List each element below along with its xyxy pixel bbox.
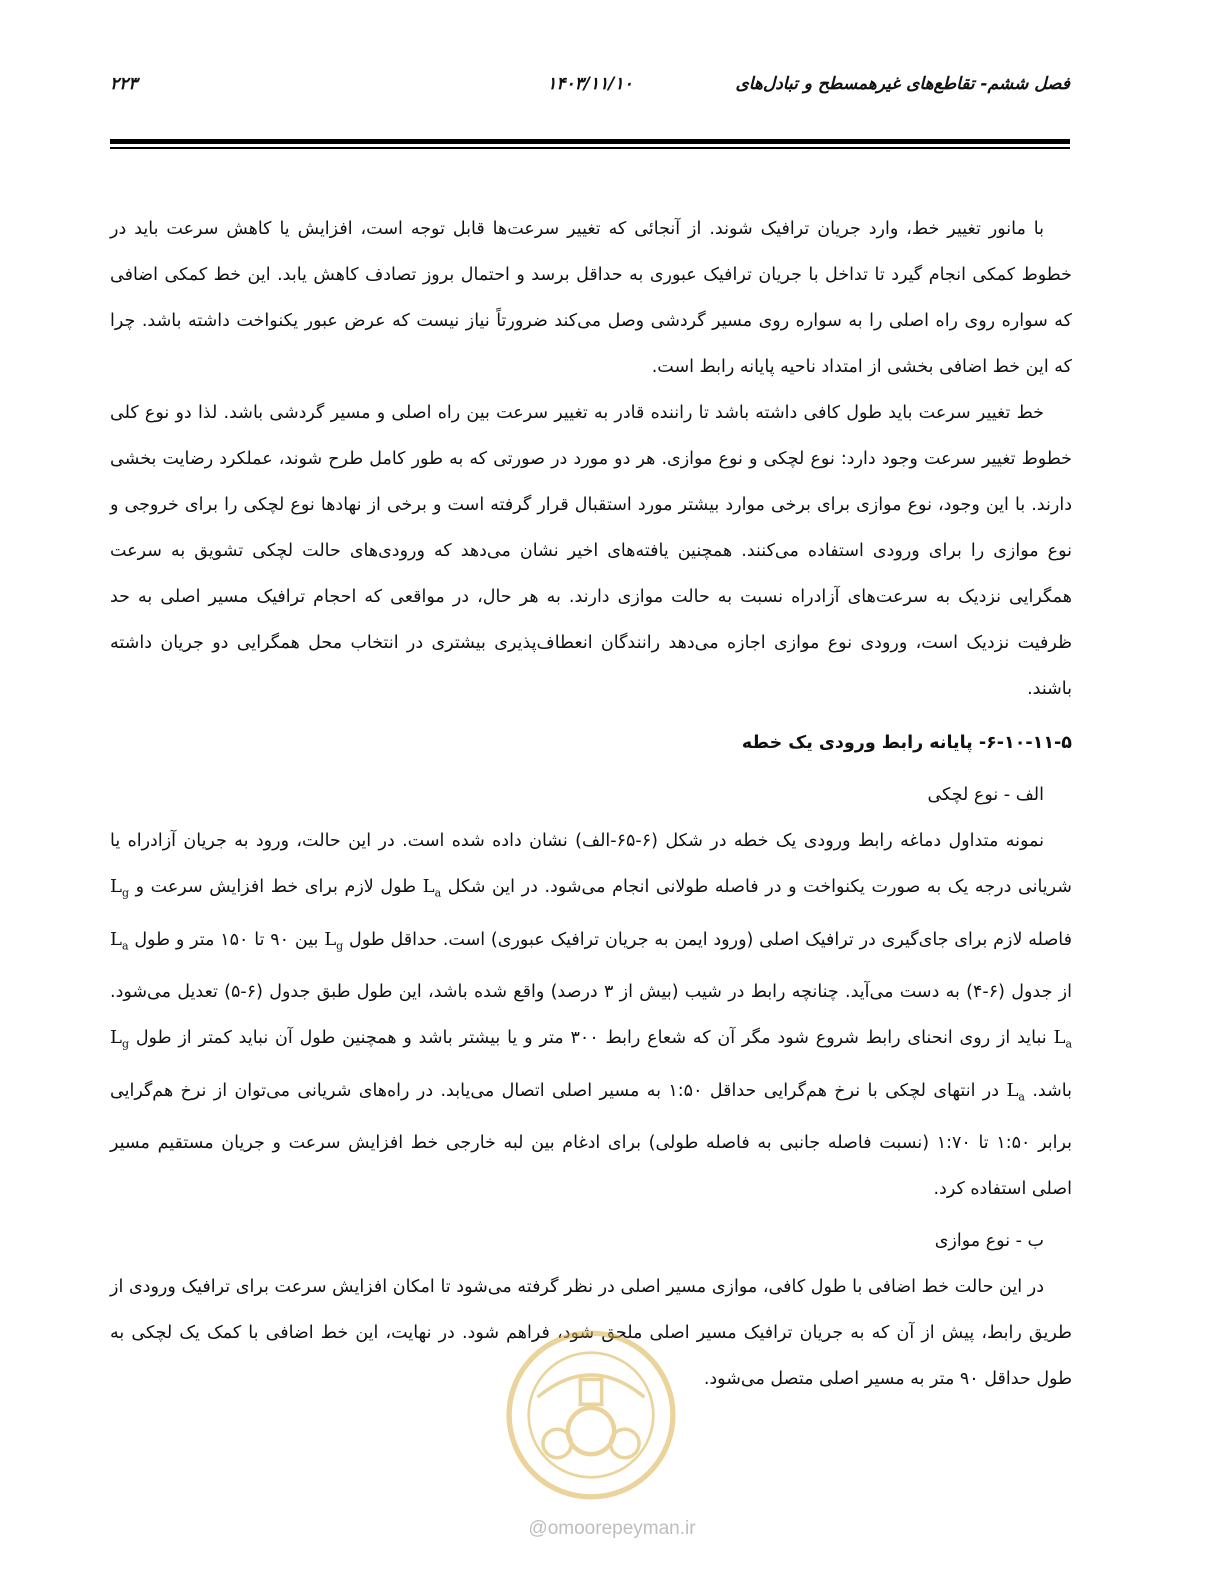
paragraph-1: با مانور تغییر خط، وارد جریان ترافیک شوند. از آنجائی که تغییر سرعت‌ها قابل توجه است، افزایش یا کاهش سرعت باید در خطوط کمکی انجام گیرد تا تداخل با جریان ترافیک عبوری به حداقل برسد و احتمال بروز تصادف کاهش یابد. این خط کمکی اضافی که سواره روی راه اصلی را به سواره روی مسیر گردشی وصل می‌کند ضرورتاً نیاز نیست که عرض عبور یکنواخت داشته باشد. چرا که این خط اضافی بخشی از امتداد ناحیه پایانه رابط است. bbox=[110, 219, 1072, 377]
symbol-la: $L_a$ bbox=[1053, 1027, 1072, 1051]
section-heading: ۶-۱۰-۱۱-۵- پایانه رابط ورودی یک خطه bbox=[741, 733, 1072, 753]
symbol-lg: $L_g$ bbox=[324, 928, 344, 953]
p3-part-g: باشد. bbox=[1032, 1080, 1072, 1101]
symbol-la: $L_a$ bbox=[110, 928, 129, 953]
subheading-parallel: ب - نوع موازی bbox=[934, 1231, 1044, 1252]
page-header bbox=[110, 74, 1070, 104]
paragraph-2: خط تغییر سرعت باید طول کافی داشته باشد تا راننده قادر به تغییر سرعت بین راه اصلی و مسیر گردشی باشد. لذا دو نوع کلی خطوط تغییر سرعت وجود دارد: نوع لچکی و نوع موازی. هر دو مورد در صورتی که به طور کامل طرح شوند، عملکرد رضایت بخشی دارند. با این وجود، نوع موازی برای برخی موارد بیشتر مورد استقبال قرار گرفته است و برخی از نهادها نوع لچکی را برای خروجی و نوع موازی را برای ورودی استفاده می‌کنند. همچنین یافته‌های اخیر نشان می‌دهد که ورودی‌های حالت لچکی تشویق به سرعت همگرایی نزدیک به سرعت‌های آزادراه نسبت به حالت موازی دارند. به هر حال، در مواقعی که احجام ترافیک مسیر اصلی به حد ظرفیت نزدیک است، ورودی نوع موازی اجازه می‌دهد رانندگان انعطاف‌پذیری بیشتری در انتخاب محل همگرایی دو جریان داشته باشند. bbox=[110, 403, 1072, 699]
paragraph-3 bbox=[110, 818, 1072, 1212]
p3-part-b: طول لازم برای خط افزایش سرعت و bbox=[135, 877, 417, 897]
header-rule-thick bbox=[110, 139, 1070, 144]
symbol-la: $L_a$ bbox=[1006, 1079, 1025, 1104]
header-rule-thin bbox=[110, 147, 1070, 149]
header-date: ۱۴۰۳/۱۱/۱۰ bbox=[547, 74, 633, 94]
symbol-la: $L_a$ bbox=[422, 876, 442, 900]
p3-part-e: از جدول (۶-۴) به دست می‌آید. چنانچه رابط در شیب (بیش از ۳ درصد) واقع شده باشد، این طول طبق جدول (۶-۵) تعدیل می‌شود. bbox=[110, 982, 1072, 1003]
paragraph-4: در این حالت خط اضافی با طول کافی، موازی مسیر اصلی در نظر گرفته می‌شود تا امکان افزایش سرعت برای ترافیک ورودی از طریق رابط، پیش از آن که به جریان ترافیک مسیر اصلی ملحق شود، فراهم شود. در نهایت، این خط اضافی با کمک یک لچکی به طول حداقل ۹۰ متر به مسیر اصلی متصل می‌شود. bbox=[110, 1277, 1072, 1390]
p3-part-c: فاصله لازم برای جای‌گیری در ترافیک اصلی (ورود ایمن به جریان ترافیک عبوری) است. حداقل طول bbox=[349, 929, 1072, 950]
symbol-lg: $L_g$ bbox=[110, 876, 129, 900]
page-number: ۲۲۳ bbox=[110, 74, 138, 94]
p3-part-h: در انتهای لچکی با نرخ هم‌گرایی حداقل ۱:۵۰ به مسیر اصلی اتصال می‌یابد. در راه‌های شریانی می‌توان از نرخ هم‌گرایی برابر ۱:۵۰ تا ۱:۷۰ (نسبت فاصله جانبی به فاصله طولی) برای ادغام بین لبه خارجی خط افزایش سرعت و جریان مستقیم مسیر اصلی استفاده کرد. bbox=[110, 1080, 1072, 1200]
watermark-seal-icon bbox=[502, 1326, 680, 1504]
subheading-taper: الف - نوع لچکی bbox=[927, 785, 1044, 805]
symbol-lg: $L_g$ bbox=[110, 1027, 129, 1051]
p3-part-d: بین ۹۰ تا ۱۵۰ متر و طول bbox=[134, 929, 319, 950]
chapter-title: فصل ششم- تقاطع‌های غیرهمسطح و تبادل‌های bbox=[735, 74, 1070, 94]
page-content bbox=[110, 206, 1072, 1402]
watermark-site: @omoorepeyman.ir bbox=[528, 1518, 696, 1539]
p3-part-a: نمونه متداول دماغه رابط ورودی یک خطه در شکل (۶-۶۵-الف) نشان داده شده است. در این حالت، ورود به جریان آزادراه یا شریانی درجه یک به صورت یکنواخت و در فاصله طولانی انجام می‌شود. در این شکل bbox=[110, 831, 1072, 897]
p3-part-f: نباید از روی انحنای رابط شروع شود مگر آن که شعاع رابط ۳۰۰ متر و یا بیشتر باشد و همچنین طول آن نباید کمتر از طول bbox=[135, 1028, 1047, 1049]
